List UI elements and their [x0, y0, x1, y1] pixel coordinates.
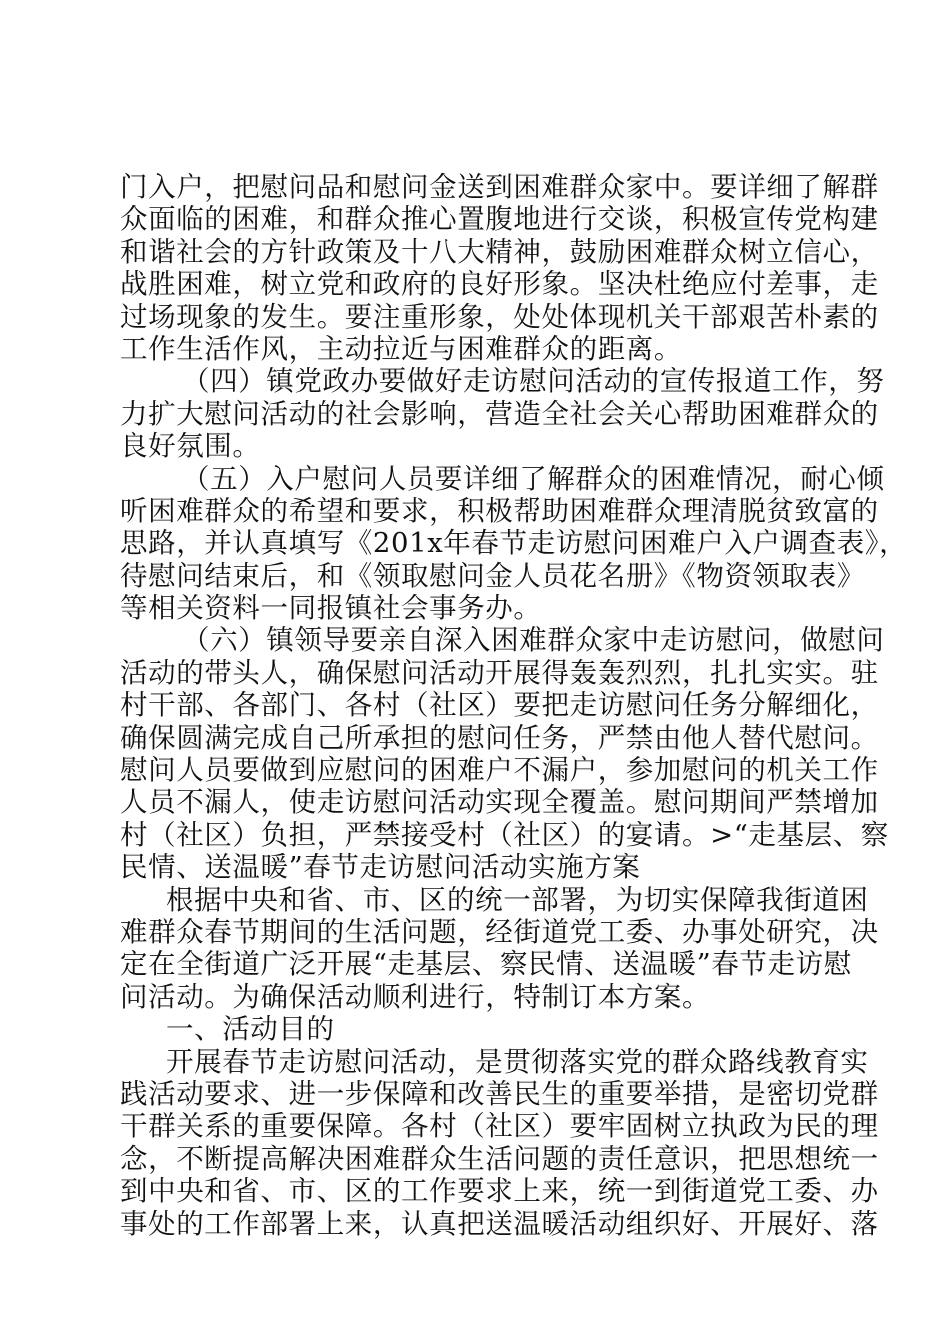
text-line: 和谐社会的方针政策及十八大精神，鼓励困难群众树立信心， — [120, 235, 879, 268]
text-line: 村（社区）负担，严禁接受村（社区）的宴请。>“走基层、察 — [120, 818, 889, 851]
text-line: 门入户，把慰问品和慰问金送到困难群众家中。要详细了解群 — [120, 171, 879, 203]
text-line: 良好氛围。 — [120, 430, 261, 463]
text-line: 等相关资料一同报镇社会事务办。 — [120, 592, 542, 625]
text-line: 工作生活作风，主动拉近与困难群众的距离。 — [120, 332, 682, 365]
text-line: 过场现象的发生。要注重形象，处处体现机关干部艰苦朴素的 — [120, 300, 879, 333]
paragraph-start-line: 开展春节走访慰问活动，是贯彻落实党的群众路线教育实 — [166, 1045, 869, 1078]
text-line: 干群关系的重要保障。各村（社区）要牢固树立执政为民的理 — [120, 1110, 879, 1143]
section-heading: 一、活动目的 — [166, 1013, 335, 1046]
text-line: 战胜困难，树立党和政府的良好形象。坚决杜绝应付差事，走 — [120, 268, 879, 301]
text-line: 村干部、各部门、各村（社区）要把走访慰问任务分解细化， — [120, 689, 879, 722]
text-line: 难群众春节期间的生活问题，经街道党工委、办事处研究，决 — [120, 915, 879, 948]
text-line: 慰问人员要做到应慰问的困难户不漏户，参加慰问的机关工作 — [120, 754, 879, 787]
text-line: 定在全街道广泛开展“走基层、察民情、送温暖”春节走访慰 — [120, 948, 852, 981]
text-line: 听困难群众的希望和要求，积极帮助困难群众理清脱贫致富的 — [120, 494, 879, 527]
paragraph-start-line: （六）镇领导要亲自深入困难群众家中走访慰问，做慰问 — [182, 624, 885, 657]
paragraph-start-line: 根据中央和省、市、区的统一部署，为切实保障我街道困 — [166, 883, 869, 916]
text-line: 确保圆满完成自己所承担的慰问任务，严禁由他人替代慰问。 — [120, 721, 879, 754]
text-line: 人员不漏人，使走访慰问活动实现全覆盖。慰问期间严禁增加 — [120, 786, 879, 819]
paragraph-start-line: （五）入户慰问人员要详细了解群众的困难情况，耐心倾 — [182, 462, 885, 495]
text-line: 力扩大慰问活动的社会影响，营造全社会关心帮助困难群众的 — [120, 397, 879, 430]
text-line: 待慰问结束后，和《领取慰问金人员花名册》《物资领取表》 — [120, 559, 865, 592]
text-line: 念，不断提高解决困难群众生活问题的责任意识，把思想统一 — [120, 1142, 879, 1175]
text-line: 践活动要求、进一步保障和改善民生的重要举措，是密切党群 — [120, 1077, 879, 1110]
text-line: 活动的带头人，确保慰问活动开展得轰轰烈烈，扎扎实实。驻 — [120, 656, 879, 689]
paragraph-start-line: （四）镇党政办要做好走访慰问活动的宣传报道工作，努 — [182, 365, 885, 398]
text-line: 民情、送温暖”春节走访慰问活动实施方案 — [120, 851, 641, 884]
text-line: 到中央和省、市、区的工作要求上来，统一到街道党工委、办 — [120, 1175, 879, 1208]
text-line: 众面临的困难，和群众推心置腹地进行交谈，积极宣传党构建 — [120, 203, 879, 236]
text-line: 事处的工作部署上来，认真把送温暖活动组织好、开展好、落 — [120, 1207, 879, 1240]
text-line: 思路，并认真填写《201x年春节走访慰问困难户入户调查表》， — [120, 527, 908, 560]
text-line: 问活动。为确保活动顺利进行，特制订本方案。 — [120, 980, 711, 1013]
body-text — [120, 171, 908, 1240]
